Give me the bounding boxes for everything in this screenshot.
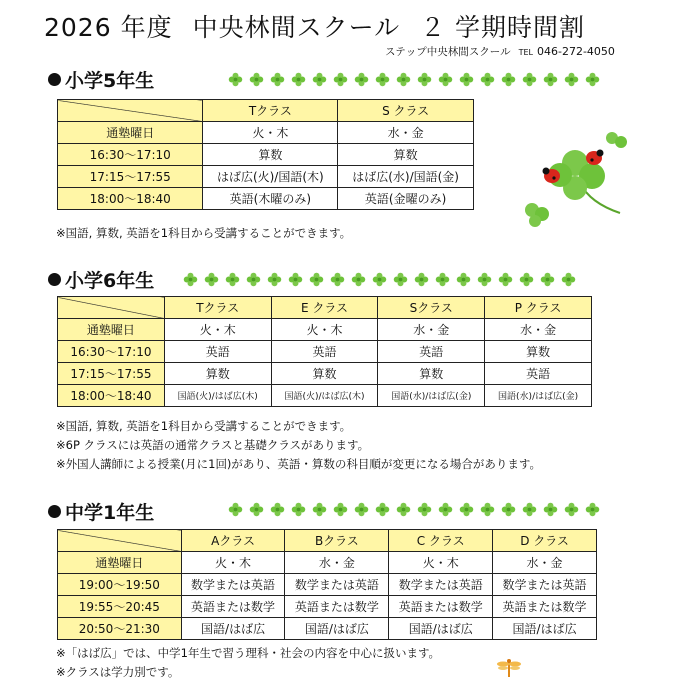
row-label: 16:30～17:10 — [58, 144, 203, 166]
class-header: D クラス — [493, 530, 597, 552]
clover-icon — [501, 502, 516, 517]
table-cell: 英語または数学 — [285, 596, 389, 618]
clover-icon — [228, 502, 243, 517]
table-cell: 英語または数学 — [493, 596, 597, 618]
table-cell: 英語 — [378, 341, 485, 363]
table-cell: 火・木 — [271, 319, 378, 341]
clover-icon — [606, 132, 627, 148]
table-cell: 国語(水)/はば広(金) — [378, 385, 485, 407]
title-term: ２ 学期時間割 — [420, 13, 586, 42]
table-row — [58, 166, 474, 188]
row-label: 19:00～19:50 — [58, 574, 182, 596]
clover-icon — [228, 72, 243, 87]
corner-cell — [58, 530, 182, 552]
row-label: 16:30～17:10 — [58, 341, 165, 363]
table-cell: 水・金 — [285, 552, 389, 574]
table-row — [58, 363, 592, 385]
clover-icon — [333, 72, 348, 87]
table-row — [58, 552, 597, 574]
clover-icon — [333, 502, 348, 517]
table-cell: 火・木 — [389, 552, 493, 574]
clover-border — [228, 502, 613, 520]
clover-icon — [438, 502, 453, 517]
clover-icon — [183, 272, 198, 287]
table-row — [58, 618, 597, 640]
clover-icon — [519, 272, 534, 287]
table-cell: 数学または英語 — [285, 574, 389, 596]
school-name: ステップ中央林間スクール — [385, 46, 511, 58]
grade6-heading — [48, 266, 154, 293]
table-row — [58, 122, 474, 144]
jh1-timetable — [57, 529, 597, 640]
clover-icon — [456, 272, 471, 287]
class-header: Sクラス — [378, 297, 485, 319]
clover-icon — [372, 272, 387, 287]
grade6-timetable — [57, 296, 592, 407]
clover-icon — [291, 502, 306, 517]
table-row — [58, 188, 474, 210]
row-label: 19:55～20:45 — [58, 596, 182, 618]
corner-cell — [58, 297, 165, 319]
table-cell: 英語または数学 — [389, 596, 493, 618]
table-cell: 算数 — [338, 144, 474, 166]
row-label: 通塾曜日 — [58, 319, 165, 341]
clover-icon — [396, 72, 411, 87]
clover-icon — [288, 272, 303, 287]
clover-icon — [375, 502, 390, 517]
class-header: E クラス — [271, 297, 378, 319]
clover-icon — [396, 502, 411, 517]
corner-cell — [58, 100, 203, 122]
page-title — [44, 8, 585, 44]
jh1-heading — [48, 498, 154, 525]
table-cell: 英語(木曜のみ) — [203, 188, 338, 210]
dragonfly-icon — [496, 658, 522, 678]
grade5-note: ※国語, 算数, 英語を1科目から受講することができます。 — [56, 226, 352, 240]
clover-icon — [291, 72, 306, 87]
clover-icon — [477, 272, 492, 287]
table-row — [58, 385, 592, 407]
grade5-timetable — [57, 99, 474, 210]
grade5-heading-text: 小学5年生 — [65, 70, 155, 92]
class-header: Tクラス — [203, 100, 338, 122]
row-label: 20:50～21:30 — [58, 618, 182, 640]
table-cell: 国語/はば広 — [389, 618, 493, 640]
table-cell: 火・木 — [203, 122, 338, 144]
clover-icon — [585, 72, 600, 87]
clover-border — [183, 272, 583, 290]
table-cell: 水・金 — [485, 319, 592, 341]
clover-icon — [330, 272, 345, 287]
clover-icon — [351, 272, 366, 287]
clover-icon — [249, 72, 264, 87]
table-cell: 水・金 — [493, 552, 597, 574]
clover-icon — [561, 272, 576, 287]
jh1-note: ※「はば広」では、中学1年生で習う理科・社会の内容を中心に扱います。 — [56, 646, 441, 660]
class-header: P クラス — [485, 297, 592, 319]
bullet-icon — [48, 273, 61, 286]
table-cell: 英語 — [164, 341, 271, 363]
table-header-row — [58, 530, 597, 552]
table-cell: 英語(金曜のみ) — [338, 188, 474, 210]
clover-icon — [543, 502, 558, 517]
table-cell: 英語 — [271, 341, 378, 363]
class-header: C クラス — [389, 530, 493, 552]
row-label: 17:15～17:55 — [58, 363, 165, 385]
table-row — [58, 596, 597, 618]
row-label: 通塾曜日 — [58, 122, 203, 144]
table-cell: 算数 — [485, 341, 592, 363]
clover-icon — [312, 502, 327, 517]
clover-ladybug-illustration — [520, 128, 650, 228]
clover-icon — [438, 72, 453, 87]
clover-icon — [501, 72, 516, 87]
class-header: Aクラス — [181, 530, 285, 552]
clover-icon — [459, 72, 474, 87]
clover-icon — [225, 272, 240, 287]
table-cell: 算数 — [271, 363, 378, 385]
table-row — [58, 341, 592, 363]
table-cell: 国語(火)/はば広(木) — [164, 385, 271, 407]
ladybug-icon — [586, 150, 604, 166]
grade5-heading — [48, 66, 154, 93]
table-cell: 国語/はば広 — [493, 618, 597, 640]
table-cell: 数学または英語 — [389, 574, 493, 596]
table-cell: 国語/はば広 — [181, 618, 285, 640]
grade6-note: ※6P クラスには英語の通常クラスと基礎クラスがあります。 — [56, 438, 370, 452]
table-cell: はば広(火)/国語(木) — [203, 166, 338, 188]
clover-icon — [417, 72, 432, 87]
grade6-note: ※外国人講師による授業(月に1回)があり、英語・算数の科目順が変更になる場合があります。 — [56, 457, 542, 471]
clover-icon — [435, 272, 450, 287]
row-label: 18:00～18:40 — [58, 188, 203, 210]
table-cell: 火・木 — [181, 552, 285, 574]
clover-icon — [564, 72, 579, 87]
clover-icon — [204, 272, 219, 287]
clover-icon — [459, 502, 474, 517]
clover-icon — [480, 502, 495, 517]
table-cell: 国語(水)/はば広(金) — [485, 385, 592, 407]
clover-icon — [354, 72, 369, 87]
clover-icon — [522, 502, 537, 517]
clover-icon — [525, 203, 549, 227]
grade6-heading-text: 小学6年生 — [65, 270, 155, 292]
title-year: 2026 年度 — [44, 13, 173, 42]
row-label: 17:15～17:55 — [58, 166, 203, 188]
table-cell: 水・金 — [378, 319, 485, 341]
table-cell: 水・金 — [338, 122, 474, 144]
table-cell: 算数 — [164, 363, 271, 385]
table-row — [58, 144, 474, 166]
clover-icon — [498, 272, 513, 287]
grade6-note: ※国語, 算数, 英語を1科目から受講することができます。 — [56, 419, 352, 433]
table-cell: はば広(水)/国語(金) — [338, 166, 474, 188]
clover-icon — [270, 72, 285, 87]
bullet-icon — [48, 73, 61, 86]
clover-icon — [270, 502, 285, 517]
clover-icon — [246, 272, 261, 287]
title-school: 中央林間スクール — [192, 13, 401, 42]
school-contact — [385, 44, 615, 59]
bullet-icon — [48, 505, 61, 518]
table-cell: 算数 — [378, 363, 485, 385]
clover-icon — [267, 272, 282, 287]
row-label: 18:00～18:40 — [58, 385, 165, 407]
clover-icon — [585, 502, 600, 517]
table-row — [58, 319, 592, 341]
tel-number: 046-272-4050 — [537, 45, 615, 58]
class-header: Tクラス — [164, 297, 271, 319]
table-cell: 英語または数学 — [181, 596, 285, 618]
clover-icon — [414, 272, 429, 287]
class-header: Bクラス — [285, 530, 389, 552]
jh1-heading-text: 中学1年生 — [65, 502, 155, 524]
table-cell: 国語/はば広 — [285, 618, 389, 640]
clover-icon — [312, 72, 327, 87]
clover-icon — [564, 502, 579, 517]
table-cell: 火・木 — [164, 319, 271, 341]
clover-icon — [540, 272, 555, 287]
clover-icon — [522, 72, 537, 87]
jh1-note: ※クラスは学力別です。 — [56, 665, 180, 679]
class-header: S クラス — [338, 100, 474, 122]
clover-icon — [480, 72, 495, 87]
row-label: 通塾曜日 — [58, 552, 182, 574]
clover-icon — [417, 502, 432, 517]
table-cell: 算数 — [203, 144, 338, 166]
table-row — [58, 574, 597, 596]
clover-icon — [393, 272, 408, 287]
clover-icon — [249, 502, 264, 517]
clover-icon — [543, 72, 558, 87]
table-cell: 国語(火)/はば広(木) — [271, 385, 378, 407]
tel-label: TEL — [518, 48, 533, 57]
table-cell: 英語 — [485, 363, 592, 385]
clover-border — [228, 72, 618, 90]
table-cell: 数学または英語 — [181, 574, 285, 596]
clover-icon — [354, 502, 369, 517]
clover-icon — [375, 72, 390, 87]
table-header-row — [58, 100, 474, 122]
clover-icon — [309, 272, 324, 287]
table-header-row — [58, 297, 592, 319]
table-cell: 数学または英語 — [493, 574, 597, 596]
